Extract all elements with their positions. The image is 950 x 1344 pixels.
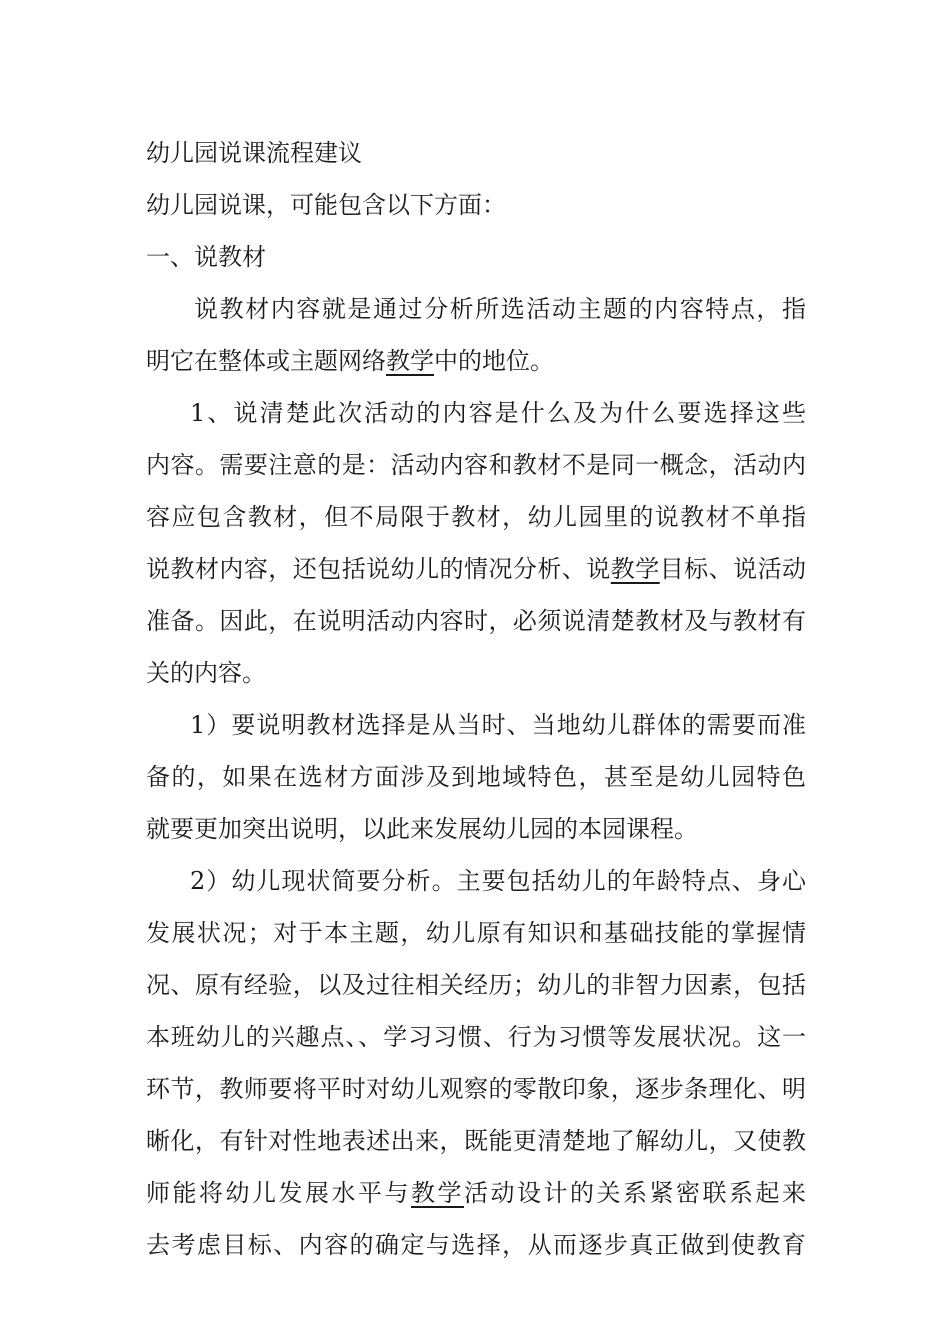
- intro-line: 幼儿园说课，可能包含以下方面：: [146, 191, 506, 219]
- paragraph-line: 就要更加突出说明，以此来发展幼儿园的本园课程。: [146, 815, 698, 843]
- paragraph-line: 晰化，有针对性地表述出来，既能更清楚地了解幼儿，又使教: [146, 1127, 806, 1155]
- paragraph-line: 环节，教师要将平时对幼儿观察的零散印象，逐步条理化、明: [146, 1075, 806, 1103]
- link-jiaoxue[interactable]: 教学: [386, 347, 434, 375]
- paragraph-line: 1、说清楚此次活动的内容是什么及为什么要选择这些: [190, 399, 806, 427]
- paragraph-line: [146, 1167, 806, 1219]
- link-jiaoxue[interactable]: 教学: [610, 555, 660, 583]
- paragraph-1: [146, 283, 806, 387]
- section-heading-1: 一、说教材: [146, 243, 266, 271]
- text-run: 明它在整体或主题网络: [146, 347, 386, 375]
- paragraph-line: 发展状况；对于本主题，幼儿原有知识和基础技能的掌握情: [146, 919, 806, 947]
- text-run: 说教材内容，还包括说幼儿的情况分析、说: [146, 555, 611, 583]
- paragraph-line: 内容。需要注意的是：活动内容和教材不是同一概念，活动内: [146, 451, 806, 479]
- paragraph-line: 容应包含教材，但不局限于教材，幼儿园里的说教材不单指: [146, 503, 806, 531]
- paragraph-line: 去考虑目标、内容的确定与选择，从而逐步真正做到使教育: [146, 1231, 806, 1259]
- text-run: 中的地位。: [434, 347, 554, 375]
- paragraph-line: 备的，如果在选材方面涉及到地域特色，甚至是幼儿园特色: [146, 763, 806, 791]
- paragraph-line: 关的内容。: [146, 659, 266, 687]
- paragraph-4: [146, 855, 806, 1271]
- paragraph-line: 说教材内容就是通过分析所选活动主题的内容特点，指: [194, 295, 806, 323]
- paragraph-line: 准备。因此，在说明活动内容时，必须说清楚教材及与教材有: [146, 607, 806, 635]
- link-jiaoxue[interactable]: 教学: [411, 1179, 464, 1207]
- text-run: 活动设计的关系紧密联系起来: [464, 1179, 806, 1207]
- paragraph-line: 本班幼儿的兴趣点、、学习习惯、行为习惯等发展状况。这一: [146, 1023, 806, 1051]
- document-title: 幼儿园说课流程建议: [146, 139, 362, 167]
- paragraph-line: [146, 335, 806, 387]
- paragraph-line: 1）要说明教材选择是从当时、当地幼儿群体的需要而准: [190, 711, 806, 739]
- text-run: 师能将幼儿发展水平与: [146, 1179, 411, 1207]
- paragraph-line: [146, 543, 806, 595]
- paragraph-2: [146, 387, 806, 699]
- text-run: 目标、说活动: [659, 555, 807, 583]
- document-body: [146, 127, 806, 1271]
- paragraph-line: 2）幼儿现状简要分析。主要包括幼儿的年龄特点、身心: [190, 867, 806, 895]
- paragraph-line: 况、原有经验，以及过往相关经历；幼儿的非智力因素，包括: [146, 971, 806, 999]
- paragraph-3: [146, 699, 806, 855]
